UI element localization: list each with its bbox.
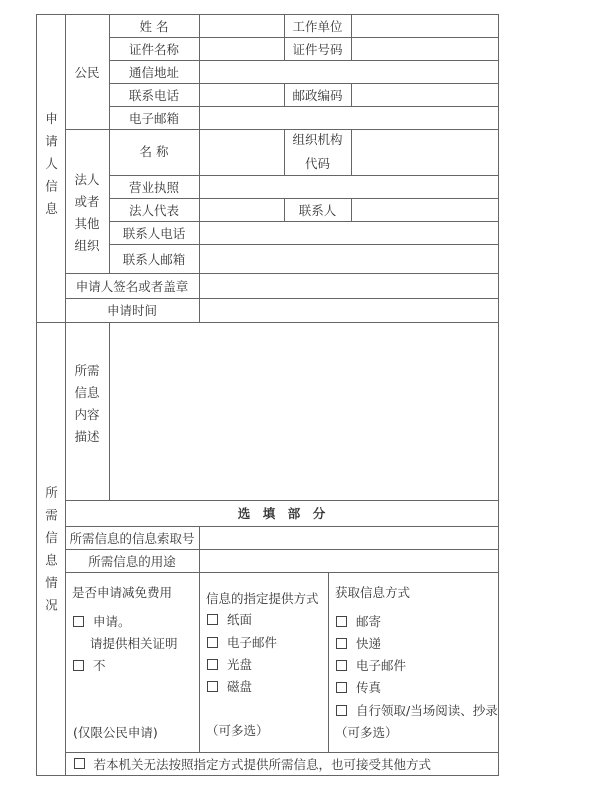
address-label: 通信地址 — [109, 60, 200, 84]
checkbox[interactable] — [207, 659, 218, 670]
contact-phone-label: 联系人电话 — [109, 221, 200, 245]
workplace-field[interactable] — [351, 14, 499, 38]
contact-phone-field[interactable] — [199, 221, 499, 245]
postcode-label: 邮政编码 — [284, 83, 352, 107]
org-label-line: 或者 — [74, 194, 100, 209]
obtain-note: （可多选） — [335, 725, 398, 740]
fee-no-option[interactable] — [73, 656, 106, 674]
fee-no-text: 不 — [93, 658, 106, 673]
other-method-text: 若本机关无法按照指定方式提供所需信息，也可接受其他方式 — [93, 756, 432, 772]
provide-title: 信息的指定提供方式 — [206, 591, 319, 606]
checkbox[interactable] — [207, 637, 218, 648]
contact-label: 联系人 — [284, 198, 352, 222]
fee-title: 是否申请减免费用 — [72, 585, 173, 600]
option-text: 邮寄 — [356, 614, 382, 629]
checkbox[interactable] — [336, 705, 347, 716]
desc-label — [65, 322, 110, 501]
checkbox[interactable] — [336, 616, 347, 627]
org-code-line: 代码 — [304, 156, 330, 171]
provide-option[interactable] — [207, 677, 252, 695]
desc-label-line: 所需 — [74, 363, 100, 378]
purpose-field[interactable] — [199, 549, 499, 573]
org-label-line: 法人 — [74, 172, 100, 187]
desc-label-line: 信息 — [74, 385, 100, 400]
signature-field[interactable] — [199, 273, 499, 299]
obtain-option[interactable] — [336, 634, 381, 652]
index-no-field[interactable] — [199, 526, 499, 550]
name-field[interactable] — [199, 14, 285, 38]
id-type-field[interactable] — [199, 37, 285, 61]
org-label-line: 其他 — [74, 216, 100, 231]
org-label — [65, 129, 110, 274]
checkbox[interactable] — [73, 616, 84, 627]
checkbox[interactable] — [336, 638, 347, 649]
checkbox[interactable] — [73, 660, 84, 671]
org-code-label — [284, 129, 352, 176]
license-field[interactable] — [199, 175, 499, 199]
other-method-option[interactable] — [65, 752, 499, 776]
org-label-line: 组织 — [74, 238, 100, 253]
fee-note: (仅限公民申请) — [73, 725, 158, 740]
desc-field[interactable] — [109, 322, 499, 501]
desc-label-line: 描述 — [74, 429, 100, 444]
phone-field[interactable] — [199, 83, 285, 107]
fee-apply-text: 申请。 — [93, 614, 131, 629]
address-field[interactable] — [199, 60, 499, 84]
date-label: 申请时间 — [65, 298, 200, 323]
contact-email-label: 联系人邮箱 — [109, 244, 200, 274]
option-text: 磁盘 — [227, 679, 253, 694]
workplace-label: 工作单位 — [284, 14, 352, 38]
id-type-label: 证件名称 — [109, 37, 200, 61]
option-text: 传真 — [356, 680, 382, 695]
provide-note: （可多选） — [206, 723, 269, 738]
id-number-label: 证件号码 — [284, 37, 352, 61]
purpose-label: 所需信息的用途 — [65, 549, 200, 573]
info-header: 所需信息情况 — [36, 322, 66, 776]
citizen-label: 公民 — [65, 14, 110, 130]
legal-rep-field[interactable] — [199, 198, 285, 222]
option-text: 快递 — [356, 636, 382, 651]
org-code-line: 组织机构 — [292, 132, 343, 147]
option-text: 自行领取/当场阅读、抄录 — [356, 703, 498, 718]
provide-option[interactable] — [207, 633, 277, 651]
desc-label-line: 内容 — [74, 407, 100, 422]
legal-rep-label: 法人代表 — [109, 198, 200, 222]
id-number-field[interactable] — [351, 37, 499, 61]
email-label: 电子邮箱 — [109, 106, 200, 130]
fee-apply-option[interactable] — [73, 612, 131, 630]
option-text: 光盘 — [227, 657, 253, 672]
provide-option[interactable] — [207, 610, 252, 628]
contact-field[interactable] — [351, 198, 499, 222]
signature-label: 申请人签名或者盖章 — [65, 273, 200, 299]
date-field[interactable] — [199, 298, 499, 323]
option-text: 纸面 — [227, 612, 253, 627]
provide-option[interactable] — [207, 655, 252, 673]
index-no-label: 所需信息的信息索取号 — [65, 526, 200, 550]
org-code-field[interactable] — [351, 129, 499, 176]
optional-header: 选 填 部 分 — [65, 500, 499, 527]
obtain-option[interactable] — [336, 612, 381, 630]
obtain-option[interactable] — [336, 701, 498, 719]
name-label: 姓 名 — [109, 14, 200, 38]
obtain-option[interactable] — [336, 678, 381, 696]
postcode-field[interactable] — [351, 83, 499, 107]
obtain-title: 获取信息方式 — [335, 585, 411, 600]
checkbox[interactable] — [336, 660, 347, 671]
checkbox[interactable] — [207, 614, 218, 625]
checkbox[interactable] — [207, 681, 218, 692]
option-text: 电子邮件 — [227, 635, 278, 650]
license-label: 营业执照 — [109, 175, 200, 199]
applicant-info-header: 申请人信息 — [36, 14, 66, 323]
checkbox[interactable] — [74, 758, 85, 769]
org-name-field[interactable] — [199, 129, 285, 176]
checkbox[interactable] — [336, 682, 347, 693]
org-name-label: 名 称 — [109, 129, 200, 176]
email-field[interactable] — [199, 106, 499, 130]
contact-email-field[interactable] — [199, 244, 499, 274]
phone-label: 联系电话 — [109, 83, 200, 107]
fee-apply-note: 请提供相关证明 — [90, 636, 178, 651]
obtain-option[interactable] — [336, 656, 406, 674]
option-text: 电子邮件 — [356, 658, 407, 673]
